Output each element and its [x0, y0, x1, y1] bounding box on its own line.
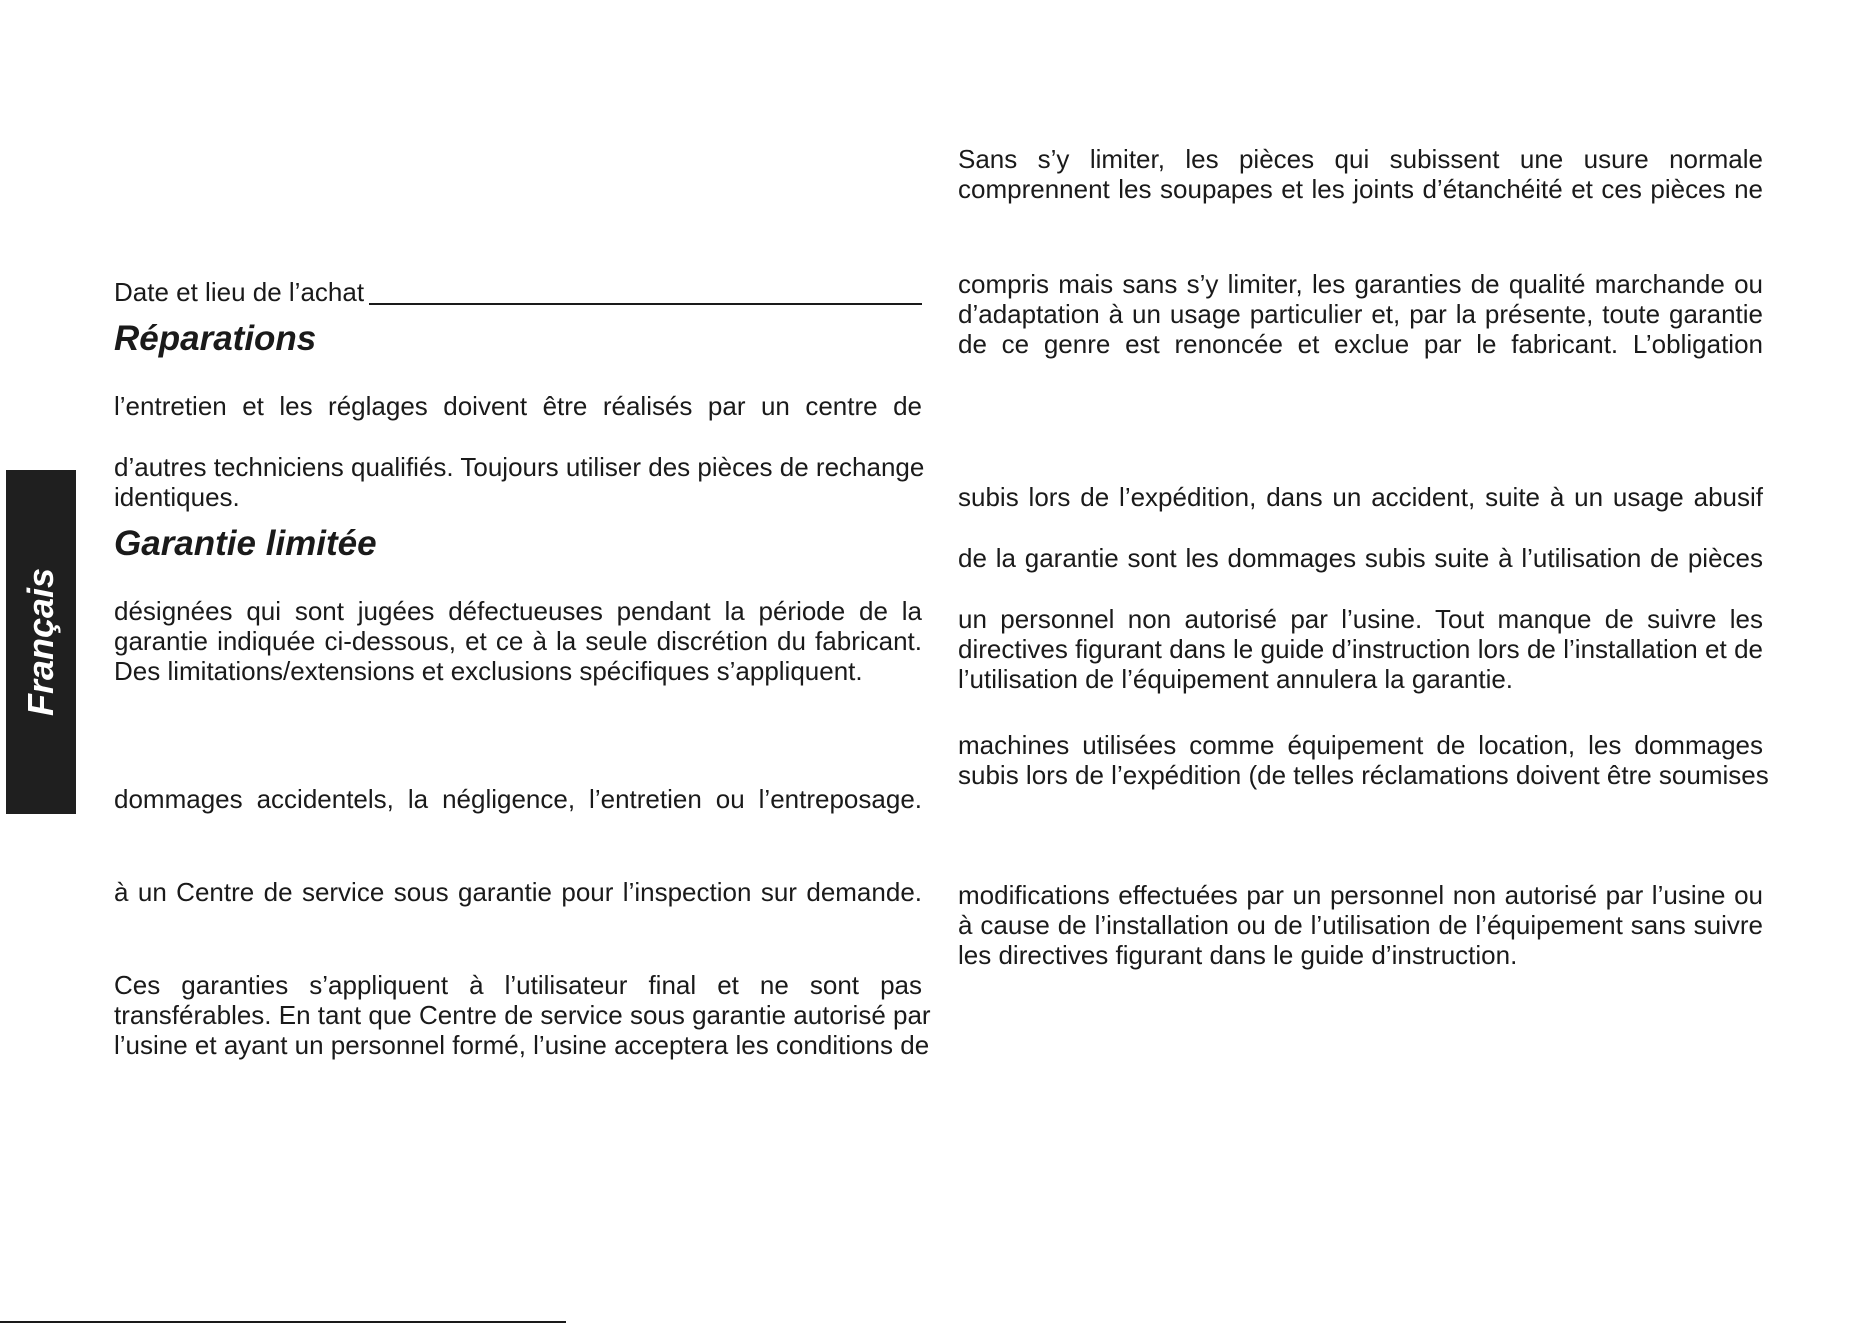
paragraph-line: identiques.: [114, 482, 240, 512]
paragraph-line: Sans s’y limiter, les pièces qui subissent une usure normale: [958, 144, 1763, 174]
paragraph-line: dommages accidentels, la négligence, l’entretien ou l’entreposage.: [114, 784, 922, 814]
paragraph-line: transférables. En tant que Centre de service sous garantie autorisé par: [114, 1000, 931, 1030]
paragraph-line: comprennent les soupapes et les joints d’étanchéité et ces pièces ne: [958, 174, 1763, 204]
language-side-tab: [6, 470, 76, 814]
paragraph-line: les directives figurant dans le guide d’instruction.: [958, 940, 1518, 970]
paragraph-line: machines utilisées comme équipement de location, les dommages: [958, 730, 1763, 760]
paragraph-line: désignées qui sont jugées défectueuses pendant la période de la: [114, 596, 922, 626]
paragraph-line: d’autres techniciens qualifiés. Toujours utiliser des pièces de rechange: [114, 452, 925, 482]
paragraph-line: modifications effectuées par un personnel non autorisé par l’usine ou: [958, 880, 1763, 910]
paragraph-line: l’usine et ayant un personnel formé, l’usine acceptera les conditions de: [114, 1030, 930, 1060]
purchase-date-field: [114, 277, 922, 307]
paragraph-line: Des limitations/extensions et exclusions spécifiques s’appliquent.: [114, 656, 863, 686]
paragraph-line: de la garantie sont les dommages subis suite à l’utilisation de pièces: [958, 543, 1763, 573]
paragraph-line: un personnel non autorisé par l’usine. Tout manque de suivre les: [958, 604, 1763, 634]
paragraph-line: de ce genre est renoncée et exclue par le fabricant. L’obligation: [958, 329, 1763, 359]
paragraph-line: directives figurant dans le guide d’instruction lors de l’installation et de: [958, 634, 1763, 664]
paragraph-line: compris mais sans s’y limiter, les garanties de qualité marchande ou: [958, 269, 1763, 299]
paragraph-line: garantie indiquée ci-dessous, et ce à la seule discrétion du fabricant.: [114, 626, 922, 656]
paragraph-line: subis lors de l’expédition (de telles réclamations doivent être soumises: [958, 760, 1769, 790]
language-tab-label: Français: [20, 567, 61, 717]
paragraph-line: d’adaptation à un usage particulier et, par la présente, toute garantie: [958, 299, 1763, 329]
paragraph-line: à un Centre de service sous garantie pour l’inspection sur demande.: [114, 877, 922, 907]
paragraph-line: l’entretien et les réglages doivent être réalisés par un centre de: [114, 391, 922, 421]
garantie-heading: Garantie limitée: [114, 524, 377, 563]
paragraph-line: subis lors de l’expédition, dans un accident, suite à un usage abusif: [958, 482, 1763, 512]
paragraph-line: à cause de l’installation ou de l’utilisation de l’équipement sans suivre: [958, 910, 1763, 940]
paragraph-line: l’utilisation de l’équipement annulera la garantie.: [958, 664, 1514, 694]
paragraph-line: Ces garanties s’appliquent à l’utilisateur final et ne sont pas: [114, 970, 922, 1000]
purchase-date-label: Date et lieu de l’achat: [114, 277, 365, 307]
purchase-date-underline: [369, 303, 922, 305]
reparations-heading: Réparations: [114, 319, 317, 358]
